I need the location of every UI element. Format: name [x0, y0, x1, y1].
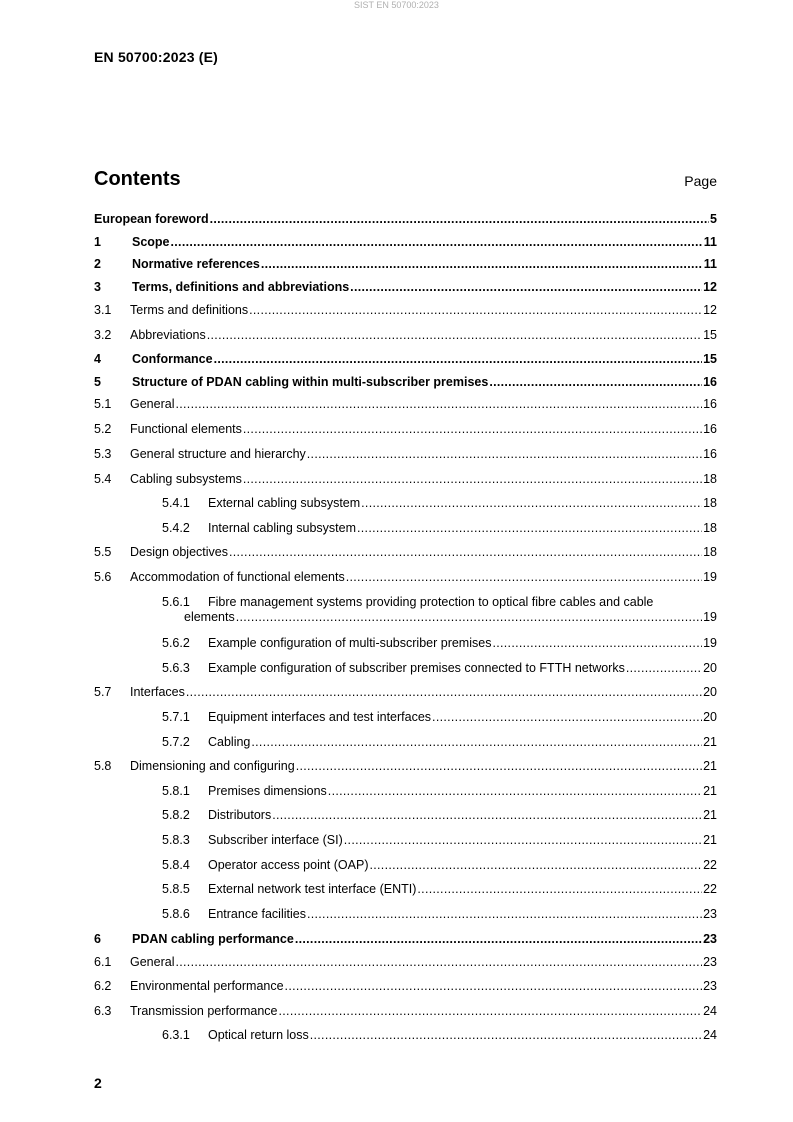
toc-entry-1[interactable] — [94, 235, 717, 250]
toc-entry-6-2[interactable] — [94, 979, 717, 994]
toc-entry-number: 5.8.2 — [162, 808, 190, 822]
toc-leader — [261, 257, 703, 272]
toc-entry-number: 5.8.6 — [162, 907, 190, 921]
toc-leader — [328, 784, 702, 799]
toc-entry-page: 23 — [703, 979, 717, 993]
toc-entry-5-8-3[interactable] — [94, 833, 717, 848]
toc-entry-title: Distributors — [208, 808, 272, 822]
toc-entry-page: 20 — [703, 685, 717, 699]
toc-entry-number: 5.7.2 — [162, 735, 190, 749]
toc-entry-6-3[interactable] — [94, 1004, 717, 1019]
toc-entry-5-2[interactable] — [94, 422, 717, 437]
toc-entry-page: 23 — [703, 955, 717, 969]
toc-entry-page: 24 — [703, 1028, 717, 1042]
toc-leader — [229, 545, 702, 560]
toc-entry-5-6-1[interactable] — [94, 595, 717, 625]
toc-leader — [310, 1028, 702, 1043]
toc-leader — [417, 882, 702, 897]
page-column-label: Page — [684, 173, 717, 189]
toc-entry-page: 16 — [703, 447, 717, 461]
toc-entry-number: 3.2 — [94, 328, 112, 342]
toc-leader — [236, 610, 702, 625]
toc-entry-title: Equipment interfaces and test interfaces — [208, 710, 432, 724]
toc-leader — [175, 397, 702, 412]
toc-entry-title: General — [130, 397, 175, 411]
toc-entry-title: Fibre management systems providing protection to optical fibre cables and cable — [208, 595, 654, 609]
toc-entry-title: Cabling — [208, 735, 251, 749]
toc-leader — [492, 636, 702, 651]
toc-leader — [296, 759, 702, 774]
toc-entry-3-1[interactable] — [94, 303, 717, 318]
toc-entry-title: Example configuration of multi-subscriber premises — [208, 636, 492, 650]
toc-entry-number: 5.8.4 — [162, 858, 190, 872]
toc-entry-title: Entrance facilities — [208, 907, 306, 921]
toc-entry-number: 3.1 — [94, 303, 112, 317]
toc-leader — [344, 833, 702, 848]
toc-entry-5-8-1[interactable] — [94, 784, 717, 799]
toc-entry-5-8-5[interactable] — [94, 882, 717, 897]
toc-entry-4[interactable] — [94, 352, 717, 367]
toc-entry-number: 5.7 — [94, 685, 112, 699]
toc-leader — [272, 808, 702, 823]
toc-entry-page: 19 — [703, 610, 717, 624]
toc-leader — [307, 447, 702, 462]
toc-entry-5-6-3[interactable] — [94, 661, 717, 676]
toc-entry-title: Operator access point (OAP) — [208, 858, 369, 872]
toc-entry-page: 24 — [703, 1004, 717, 1018]
toc-entry-5-8-6[interactable] — [94, 907, 717, 922]
toc-leader — [369, 858, 702, 873]
toc-entry-number: 5.2 — [94, 422, 112, 436]
toc-entry-5-6[interactable] — [94, 570, 717, 585]
toc-leader — [186, 685, 702, 700]
toc-entry-number: 5.1 — [94, 397, 112, 411]
toc-entry-number: 5.6 — [94, 570, 112, 584]
toc-entry-title: Normative references — [132, 257, 260, 271]
toc-entry-number: 5.7.1 — [162, 710, 190, 724]
toc-entry-number: 5.3 — [94, 447, 112, 461]
toc-entry-number: 5.8.3 — [162, 833, 190, 847]
toc-entry-number: 1 — [94, 235, 101, 249]
toc-entry-title-continued: elements — [184, 610, 235, 624]
toc-entry-5-7-1[interactable] — [94, 710, 717, 725]
toc-entry-number: 5.4 — [94, 472, 112, 486]
document-id: EN 50700:2023 (E) — [94, 49, 219, 65]
toc-entry-page: 21 — [703, 784, 717, 798]
toc-leader — [350, 280, 702, 295]
toc-entry-number: 6.2 — [94, 979, 112, 993]
toc-entry-title: Functional elements — [130, 422, 242, 436]
toc-entry-title: General — [130, 955, 175, 969]
toc-entry-number: 5.6.1 — [162, 595, 190, 609]
toc-leader — [307, 907, 702, 922]
toc-leader — [243, 472, 702, 487]
toc-entry-page: 20 — [703, 710, 717, 724]
toc-entry-5-8-4[interactable] — [94, 858, 717, 873]
toc-entry-5-8-2[interactable] — [94, 808, 717, 823]
toc-entry-number: 5.6.3 — [162, 661, 190, 675]
toc-entry-3[interactable] — [94, 280, 717, 295]
toc-entry-title: Optical return loss — [208, 1028, 309, 1042]
toc-entry-5-3[interactable] — [94, 447, 717, 462]
toc-entry-page: 15 — [703, 352, 717, 366]
toc-leader — [251, 735, 702, 750]
toc-entry-number: 5 — [94, 375, 101, 389]
toc-entry-title: Abbreviations — [130, 328, 206, 342]
toc-entry-5-4-2[interactable] — [94, 521, 717, 536]
toc-leader — [346, 570, 702, 585]
toc-entry-page: 11 — [703, 257, 717, 271]
toc-entry-number: 5.8.1 — [162, 784, 190, 798]
toc-entry-number: 5.4.1 — [162, 496, 190, 510]
toc-entry-number: 5.8.5 — [162, 882, 190, 896]
toc-entry-title: External cabling subsystem — [208, 496, 361, 510]
toc-entry-6-3-1[interactable] — [94, 1028, 717, 1043]
toc-entry-title: Accommodation of functional elements — [130, 570, 345, 584]
toc-entry-page: 19 — [703, 636, 717, 650]
toc-leader — [279, 1004, 703, 1019]
toc-entry-title: Environmental performance — [130, 979, 284, 993]
toc-entry-title: Premises dimensions — [208, 784, 327, 798]
toc-entry-number: 5.6.2 — [162, 636, 190, 650]
toc-entry-5-6-2[interactable] — [94, 636, 717, 651]
toc-entry-number: 5.5 — [94, 545, 112, 559]
toc-entry-number: 6.3 — [94, 1004, 112, 1018]
toc-entry-page: 12 — [703, 303, 717, 317]
toc-entry-title: Conformance — [132, 352, 213, 366]
toc-entry-title: Scope — [132, 235, 170, 249]
toc-entry-page: 22 — [703, 882, 717, 896]
toc-entry-page: 21 — [703, 735, 717, 749]
toc-entry-page: 19 — [703, 570, 717, 584]
toc-entry-title: Terms and definitions — [130, 303, 249, 317]
toc-entry-title: PDAN cabling performance — [132, 932, 294, 946]
toc-entry-5-7-2[interactable] — [94, 735, 717, 750]
toc-entry-title: General structure and hierarchy — [130, 447, 306, 461]
toc-entry-foreword[interactable] — [94, 212, 717, 227]
toc-entry-page: 18 — [703, 472, 717, 486]
toc-entry-page: 5 — [710, 212, 717, 226]
toc-entry-number: 5.4.2 — [162, 521, 190, 535]
toc-entry-number: 4 — [94, 352, 101, 366]
toc-entry-title: Cabling subsystems — [130, 472, 242, 486]
page-number: 2 — [94, 1075, 102, 1091]
toc-leader — [285, 979, 703, 994]
toc-entry-page: 12 — [703, 280, 717, 294]
watermark: SIST EN 50700:2023 — [354, 0, 439, 10]
toc-leader — [357, 521, 702, 536]
toc-leader — [249, 303, 702, 318]
toc-entry-title: Transmission performance — [130, 1004, 278, 1018]
toc-entry-number: 5.8 — [94, 759, 112, 773]
toc-entry-5-1[interactable] — [94, 397, 717, 412]
toc-entry-6[interactable] — [94, 932, 717, 947]
toc-entry-title: Example configuration of subscriber premises connected to FTTH networks — [208, 661, 625, 675]
toc-leader — [432, 710, 702, 725]
toc-leader — [626, 661, 702, 676]
toc-entry-page: 16 — [703, 422, 717, 436]
toc-entry-title: European foreword — [94, 212, 209, 226]
toc-leader — [214, 352, 703, 367]
toc-entry-title: Terms, definitions and abbreviations — [132, 280, 350, 294]
toc-leader — [361, 496, 702, 511]
toc-leader — [207, 328, 702, 343]
toc-entry-page: 16 — [703, 375, 717, 389]
toc-entry-5[interactable] — [94, 375, 717, 390]
toc-entry-6-1[interactable] — [94, 955, 717, 970]
toc-leader — [295, 932, 702, 947]
toc-entry-number: 6.3.1 — [162, 1028, 190, 1042]
toc-entry-5-4-1[interactable] — [94, 496, 717, 511]
toc-entry-title: Internal cabling subsystem — [208, 521, 356, 535]
toc-entry-title: Design objectives — [130, 545, 228, 559]
toc-entry-page: 21 — [703, 759, 717, 773]
toc-entry-page: 18 — [703, 521, 717, 535]
toc-leader — [489, 375, 702, 390]
toc-entry-title: External network test interface (ENTI) — [208, 882, 417, 896]
toc-entry-page: 23 — [703, 907, 717, 921]
toc-entry-5-4[interactable] — [94, 472, 717, 487]
toc-entry-5-5[interactable] — [94, 545, 717, 560]
toc-entry-number: 6 — [94, 932, 101, 946]
toc-entry-number: 2 — [94, 257, 101, 271]
toc-entry-5-7[interactable] — [94, 685, 717, 700]
toc-entry-title: Dimensioning and configuring — [130, 759, 295, 773]
toc-entry-page: 20 — [703, 661, 717, 675]
toc-entry-5-8[interactable] — [94, 759, 717, 774]
toc-entry-second-line — [162, 610, 717, 625]
toc-entry-page: 23 — [703, 932, 717, 946]
toc-entry-page: 18 — [703, 545, 717, 559]
toc-entry-number: 3 — [94, 280, 101, 294]
toc-entry-page: 15 — [703, 328, 717, 342]
toc-entry-title: Interfaces — [130, 685, 185, 699]
toc-entry-3-2[interactable] — [94, 328, 717, 343]
toc-leader — [243, 422, 702, 437]
toc-leader — [210, 212, 709, 227]
toc-leader — [171, 235, 703, 250]
toc-entry-page: 21 — [703, 833, 717, 847]
toc-entry-page: 18 — [703, 496, 717, 510]
toc-entry-page: 21 — [703, 808, 717, 822]
toc-entry-title: Subscriber interface (SI) — [208, 833, 343, 847]
contents-title: Contents — [94, 168, 181, 190]
toc-entry-page: 16 — [703, 397, 717, 411]
toc-entry-page: 11 — [703, 235, 717, 249]
toc-entry-title: Structure of PDAN cabling within multi-subscriber premises — [132, 375, 489, 389]
toc-entry-first-line — [162, 595, 717, 610]
toc-leader — [175, 955, 702, 970]
toc-entry-page: 22 — [703, 858, 717, 872]
toc-entry-2[interactable] — [94, 257, 717, 272]
toc-entry-number: 6.1 — [94, 955, 112, 969]
